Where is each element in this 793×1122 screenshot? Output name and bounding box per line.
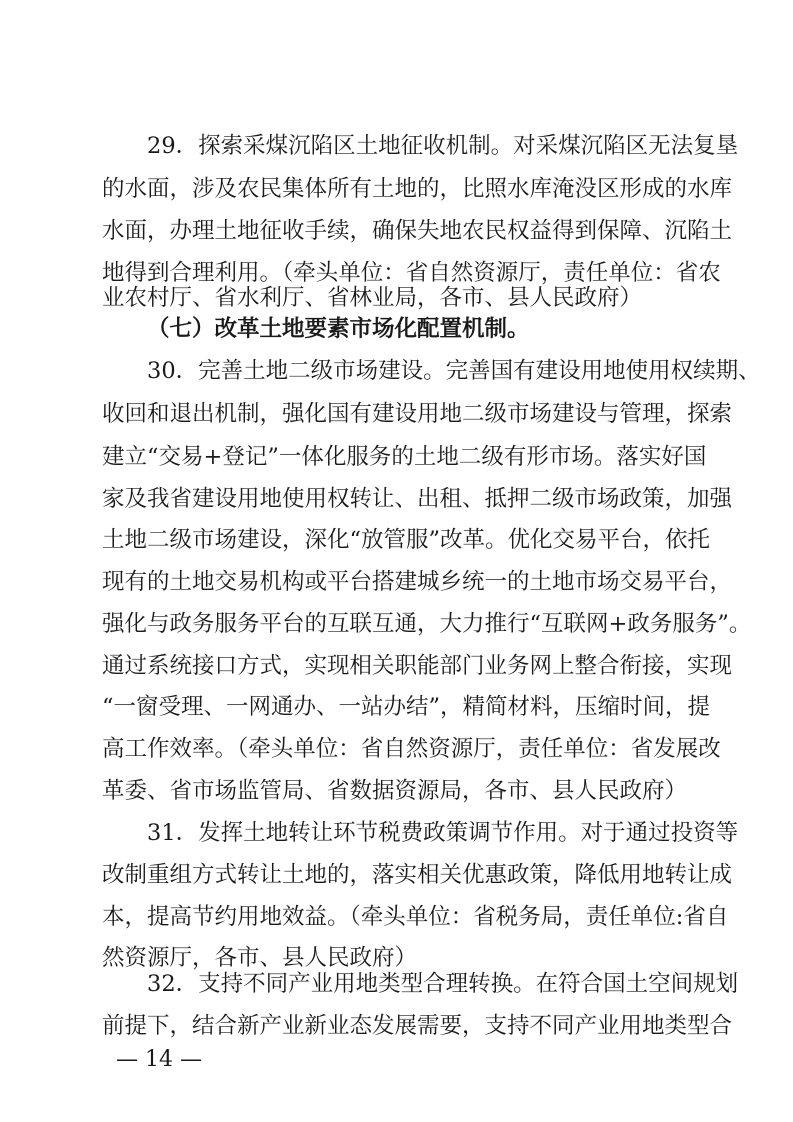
paragraph-30-line-8: 通过系统接口方式，实现相关职能部门业务网上整合衔接，实现 xyxy=(102,653,733,679)
paragraph-30-line-4: 家及我省建设用地使用权转让、出租、抵押二级市场政策，加强 xyxy=(102,486,733,512)
paragraph-30-line-11: 革委、省市场监管局、省数据资源局，各市、县人民政府） xyxy=(102,778,688,804)
paragraph-30-line-6: 现有的土地交易机构或平台搭建城乡统一的土地市场交易平台， xyxy=(102,569,733,595)
paragraph-30-line-7: 强化与政务服务平台的互联互通，大力推行“互联网+政务服务”。 xyxy=(102,611,752,637)
page-number: — 14 — xyxy=(116,1047,202,1072)
paragraph-31-line-1: 31．发挥土地转让环节税费政策调节作用。对于通过投资等 xyxy=(147,820,739,846)
paragraph-30-line-5: 土地二级市场建设，深化“放管服”改革。优化交易平台，依托 xyxy=(102,527,711,553)
paragraph-31-line-3: 本，提高节约用地效益。（牵头单位：省税务局，责任单位:省自 xyxy=(102,904,729,930)
paragraph-32-line-2: 前提下，结合新产业新业态发展需要，支持不同产业用地类型合 xyxy=(102,1013,733,1039)
paragraph-31-line-2: 改制重组方式转让土地的，落实相关优惠政策，降低用地转让成 xyxy=(102,862,733,888)
paragraph-30-line-10: 高工作效率。（牵头单位：省自然资源厅，责任单位：省发展改 xyxy=(102,736,721,762)
paragraph-30-line-1: 30．完善土地二级市场建设。完善国有建设用地使用权续期、 xyxy=(147,358,761,384)
paragraph-30-line-3: 建立“交易+登记”一体化服务的土地二级有形市场。落实好国 xyxy=(102,444,707,470)
paragraph-30-line-9: “一窗受理、一网通办、一站办结”，精简材料，压缩时间，提 xyxy=(102,694,711,720)
paragraph-29-line-2: 的水面，涉及农民集体所有土地的，比照水库淹没区形成的水库 xyxy=(102,176,733,202)
paragraph-32-line-1: 32．支持不同产业用地类型合理转换。在符合国土空间规划 xyxy=(147,971,739,997)
paragraph-29-line-3: 水面，办理土地征收手续，确保失地农民权益得到保障、沉陷土 xyxy=(102,218,733,244)
paragraph-29-line-5: 业农村厅、省水利厅、省林业局，各市、县人民政府） xyxy=(102,285,643,311)
paragraph-29-line-4: 地得到合理利用。（牵头单位：省自然资源厅，责任单位：省农 xyxy=(102,260,721,286)
paragraph-30-line-2: 收回和退出机制，强化国有建设用地二级市场建设与管理，探索 xyxy=(102,401,733,427)
paragraph-29-line-1: 29．探索采煤沉陷区土地征收机制。对采煤沉陷区无法复垦 xyxy=(147,133,739,159)
section-heading-7: （七）改革土地要素市场化配置机制。 xyxy=(147,316,530,342)
paragraph-31-line-4: 然资源厅，各市、县人民政府） xyxy=(102,945,418,971)
